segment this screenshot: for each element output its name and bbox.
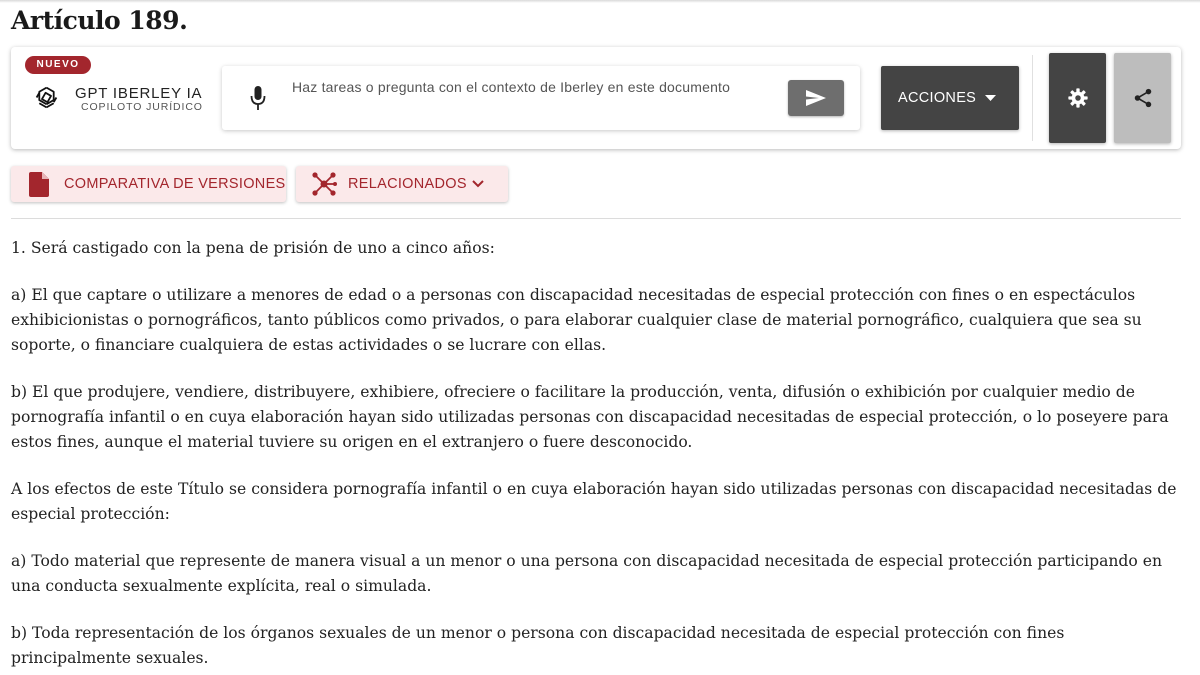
actions-button[interactable] (881, 66, 1019, 130)
related-label: RELACIONADOS (348, 176, 467, 192)
article-paragraph: b) El que produjere, vendiere, distribuyere, exhibiere, ofreciere o facilitare la producción, venta, difusión o exhibición por cualquier medio de pornografía infantil o en cuya elaboración hayan sido utilizadas personas con discapacidad necesitadas de especial protección, o lo poseyere para estos fines, aunque el material tuviere su origen en el extranjero o fuere desconocido. (11, 383, 1169, 451)
article-paragraph: 1. Será castigado con la pena de prisión de uno a cinco años: (11, 239, 495, 257)
gear-icon (1067, 87, 1089, 109)
prompt-input[interactable] (222, 66, 860, 130)
microphone-icon[interactable] (250, 85, 266, 111)
article-paragraph: b) Toda representación de los órganos sexuales de un menor o persona con discapacidad necesitada de especial protección con fines principalmente sexuales. (11, 624, 1065, 667)
page-title: Artículo 189. (11, 6, 188, 35)
chevron-down-icon (985, 95, 996, 101)
gpt-subtitle: COPILOTO JURÍDICO (81, 101, 203, 113)
article-paragraph: a) Todo material que represente de manera visual a un menor o una persona con discapacidad necesitada de especial protección participando en una conducta sexualmente explícita, real o simulada. (11, 552, 1163, 595)
article-paragraph: A los efectos de este Título se considera pornografía infantil o en cuya elaboración hayan sido utilizadas personas con discapacidad necesitadas de especial protección: (11, 480, 1177, 523)
openai-logo-icon (33, 84, 60, 111)
article-paragraph: a) El que captare o utilizare a menores de edad o a personas con discapacidad necesitadas de especial protección con fines o en espectáculos exhibicionistas o pornográficos, tanto públicos como privados, o para elaborar cualquier clase de material pornográfico, cualquiera que sea su soporte, o financiare cualquiera de estas actividades o se lucrare con ellas. (11, 286, 1142, 354)
settings-button[interactable] (1049, 53, 1106, 143)
actions-label: ACCIONES (898, 90, 977, 106)
compare-versions-label: COMPARATIVA DE VERSIONES (64, 176, 286, 192)
document-icon (29, 172, 49, 197)
gpt-assistant-panel (11, 47, 1181, 149)
share-button[interactable] (1114, 53, 1171, 143)
top-shadow (0, 0, 1200, 3)
send-button[interactable] (788, 80, 844, 116)
compare-versions-button[interactable] (11, 166, 286, 202)
prompt-placeholder: Haz tareas o pregunta con el contexto de Iberley en este documento (292, 79, 731, 95)
vertical-divider (1032, 55, 1033, 141)
related-dropdown-button[interactable] (296, 166, 508, 202)
new-badge: NUEVO (25, 56, 91, 74)
chevron-down-icon (472, 180, 484, 188)
share-icon (1132, 87, 1154, 109)
network-icon (311, 171, 337, 197)
gpt-name: GPT IBERLEY IA (75, 85, 203, 102)
send-icon (805, 89, 827, 107)
article-body (11, 236, 1187, 675)
section-divider (11, 218, 1181, 219)
